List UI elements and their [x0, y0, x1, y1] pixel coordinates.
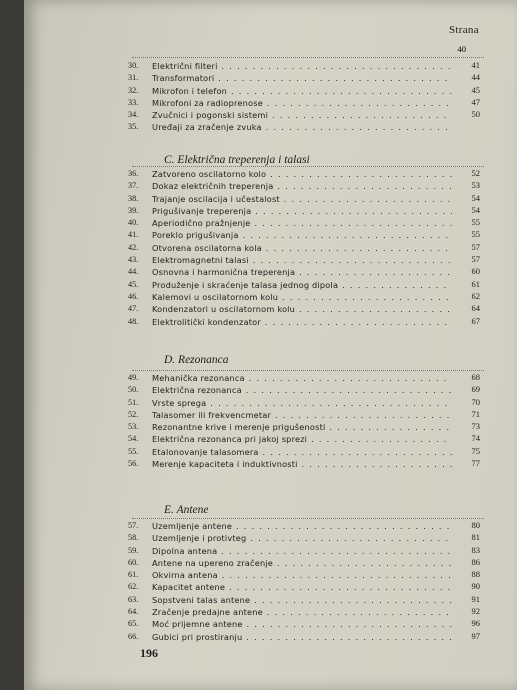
entry-number: 58. — [128, 533, 139, 543]
entry-title: Elektromagnetni talasi . . . — [152, 255, 452, 265]
toc-section-e — [128, 520, 488, 643]
toc-section-continuation — [128, 60, 488, 134]
entry-page: 81 — [471, 532, 480, 543]
entry-page: 54 — [471, 204, 480, 215]
entry-page: 52 — [471, 168, 480, 178]
dotted-rule — [132, 166, 484, 167]
toc-entry — [128, 180, 488, 192]
top-page-number: 40 — [457, 44, 466, 54]
toc-entry — [128, 72, 488, 84]
entry-page: 57 — [471, 254, 480, 265]
entry-title: Kapacitet antene . . . — [152, 582, 452, 592]
entry-title: Zračenje predajne antene . . . — [152, 607, 452, 617]
entry-title: Produženje i skraćenje talasa jednog dipola . . . — [152, 280, 452, 290]
entry-page: 83 — [471, 544, 480, 555]
toc-entry — [128, 618, 488, 630]
toc-entry — [128, 532, 488, 544]
entry-title: Trajanje oscilacija i učestalost . . . — [152, 194, 452, 204]
entry-title: Električna rezonanca . . . — [152, 385, 452, 395]
entry-title: Uzemljenje antene . . . — [152, 521, 452, 531]
entry-number: 36. — [128, 169, 139, 178]
entry-page: 55 — [471, 217, 480, 228]
entry-number: 46. — [128, 291, 139, 301]
entry-page: 77 — [471, 458, 480, 469]
entry-number: 33. — [128, 97, 139, 107]
toc-entry — [128, 606, 488, 618]
entry-page: 70 — [471, 396, 480, 407]
entry-page: 71 — [471, 408, 480, 419]
entry-number: 55. — [128, 446, 139, 456]
entry-title: Zvučnici i pogonski sistemi . . . — [152, 110, 452, 120]
entry-number: 30. — [128, 61, 139, 70]
entry-number: 59. — [128, 545, 139, 555]
toc-entry — [128, 421, 488, 433]
entry-page: 96 — [471, 618, 480, 629]
entry-page: 45 — [471, 84, 480, 95]
entry-number: 62. — [128, 582, 139, 592]
entry-page: 47 — [471, 96, 480, 107]
entry-number: 47. — [128, 304, 139, 314]
entry-title: Aperiodično pražnjenje . . . — [152, 218, 452, 228]
entry-number: 45. — [128, 279, 139, 289]
toc-entry — [128, 520, 488, 532]
entry-number: 65. — [128, 619, 139, 629]
entry-page: 60 — [471, 266, 480, 277]
toc-entry — [128, 557, 488, 569]
entry-page: 90 — [471, 581, 480, 592]
entry-title: Prigušivanje treperenja . . . — [152, 206, 452, 216]
entry-title: Električni filteri . . . — [152, 61, 452, 71]
entry-title: Mehanička rezonanca . . . — [152, 373, 452, 383]
entry-title: Mikrofoni za radioprenose . . . — [152, 98, 452, 108]
entry-number: 38. — [128, 193, 139, 203]
toc-entry — [128, 229, 488, 241]
dotted-rule — [132, 518, 484, 519]
toc-entry — [128, 97, 488, 109]
book-page — [24, 0, 517, 690]
entry-number: 51. — [128, 397, 139, 407]
entry-number: 60. — [128, 557, 139, 567]
entry-title: Kalemovi u oscilatornom kolu . . . — [152, 292, 452, 302]
toc-entry — [128, 594, 488, 606]
entry-number: 64. — [128, 607, 139, 617]
entry-number: 57. — [128, 521, 139, 530]
toc-entry — [128, 109, 488, 121]
strana-header: Strana — [449, 24, 479, 36]
entry-title: Rezonantne krive i merenje prigušenosti . . . — [152, 422, 452, 432]
entry-page: 41 — [471, 60, 480, 70]
entry-number: 44. — [128, 267, 139, 277]
section-title-e: E. Antene — [164, 504, 209, 516]
toc-entry — [128, 303, 488, 315]
toc-entry — [128, 254, 488, 266]
toc-entry — [128, 279, 488, 291]
toc-entry — [128, 458, 488, 470]
entry-number: 63. — [128, 594, 139, 604]
entry-number: 49. — [128, 373, 139, 382]
entry-title: Okvirna antena . . . — [152, 570, 452, 580]
page-folio: 196 — [140, 646, 158, 660]
entry-title: Poreklo prigušivanja . . . — [152, 230, 452, 240]
entry-number: 31. — [128, 73, 139, 83]
entry-page: 68 — [471, 372, 480, 382]
entry-number: 42. — [128, 242, 139, 252]
dotted-rule — [132, 370, 484, 371]
toc-entry — [128, 205, 488, 217]
entry-title: Dokaz električnih treperenja . . . — [152, 181, 452, 191]
toc-entry — [128, 372, 488, 384]
entry-page: 54 — [471, 192, 480, 203]
entry-number: 35. — [128, 122, 139, 132]
toc-entry — [128, 446, 488, 458]
entry-page: 73 — [471, 421, 480, 432]
entry-page: 57 — [471, 241, 480, 252]
entry-title: Etalonovanje talasomera . . . — [152, 447, 452, 457]
toc-entry — [128, 121, 488, 133]
toc-entry — [128, 60, 488, 72]
entry-number: 43. — [128, 255, 139, 265]
entry-title: Merenje kapaciteta i induktivnosti . . . — [152, 459, 452, 469]
toc-entry — [128, 316, 488, 328]
entry-number: 32. — [128, 85, 139, 95]
entry-page: 50 — [471, 109, 480, 120]
toc-entry — [128, 242, 488, 254]
toc-entry — [128, 168, 488, 180]
entry-number: 40. — [128, 218, 139, 228]
entry-page: 62 — [471, 290, 480, 301]
entry-page: 91 — [471, 593, 480, 604]
entry-title: Električna rezonanca pri jakoj sprezi . . . — [152, 434, 452, 444]
toc-entry — [128, 193, 488, 205]
entry-number: 52. — [128, 409, 139, 419]
section-title-d: D. Rezonanca — [164, 354, 229, 366]
toc-entry — [128, 217, 488, 229]
toc-entry — [128, 409, 488, 421]
entry-number: 48. — [128, 316, 139, 326]
entry-title: Uzemljenje i protivteg . . . — [152, 533, 452, 543]
toc-entry — [128, 631, 488, 643]
entry-page: 69 — [471, 384, 480, 395]
entry-title: Sopstveni talas antene . . . — [152, 595, 452, 605]
toc-entry — [128, 581, 488, 593]
entry-title: Uređaji za zračenje zvuka . . . — [152, 122, 452, 132]
toc-entry — [128, 569, 488, 581]
dotted-rule — [132, 57, 484, 58]
entry-number: 56. — [128, 459, 139, 469]
entry-title: Gubici pri prostiranju . . . — [152, 632, 452, 642]
entry-number: 34. — [128, 110, 139, 120]
entry-page: 55 — [471, 229, 480, 240]
toc-entry — [128, 545, 488, 557]
entry-title: Moć prijemne antene . . . — [152, 619, 452, 629]
entry-title: Mikrofon i telefon . . . — [152, 86, 452, 96]
entry-page: 86 — [471, 556, 480, 567]
entry-page: 80 — [471, 520, 480, 530]
entry-title: Dipolna antena . . . — [152, 546, 452, 556]
toc-entry — [128, 397, 488, 409]
entry-number: 41. — [128, 230, 139, 240]
entry-page: 88 — [471, 569, 480, 580]
entry-page: 97 — [471, 630, 480, 641]
toc-entry — [128, 433, 488, 445]
entry-title: Vrste sprega . . . — [152, 398, 452, 408]
entry-number: 54. — [128, 434, 139, 444]
entry-number: 39. — [128, 205, 139, 215]
entry-title: Osnovna i harmonična treperenja . . . — [152, 267, 452, 277]
entry-page: 64 — [471, 303, 480, 314]
toc-entry — [128, 384, 488, 396]
entry-title: Otvorena oscilatorna kola . . . — [152, 243, 452, 253]
toc-section-c — [128, 168, 488, 328]
entry-page: 53 — [471, 180, 480, 191]
entry-page: 92 — [471, 606, 480, 617]
entry-number: 37. — [128, 181, 139, 191]
entry-page: 74 — [471, 433, 480, 444]
entry-page: 75 — [471, 445, 480, 456]
entry-title: Kondenzatori u oscilatornom kolu . . . — [152, 304, 452, 314]
entry-title: Zatvoreno oscilatorno kolo . . . — [152, 169, 452, 179]
entry-title: Antene na upereno zračenje . . . — [152, 558, 452, 568]
toc-section-d — [128, 372, 488, 470]
entry-title: Transformatori . . . — [152, 73, 452, 83]
entry-page: 44 — [471, 72, 480, 83]
section-title-c: C. Električna treperenja i talasi — [164, 154, 310, 166]
toc-entry — [128, 266, 488, 278]
entry-page: 67 — [471, 315, 480, 326]
entry-number: 50. — [128, 385, 139, 395]
entry-page: 61 — [471, 278, 480, 289]
toc-entry — [128, 291, 488, 303]
entry-title: Talasomer ili frekvencmetar . . . — [152, 410, 452, 420]
entry-title: Elektrolitički kondenzator . . . — [152, 317, 452, 327]
entry-number: 66. — [128, 631, 139, 641]
toc-entry — [128, 85, 488, 97]
entry-number: 53. — [128, 422, 139, 432]
entry-number: 61. — [128, 570, 139, 580]
